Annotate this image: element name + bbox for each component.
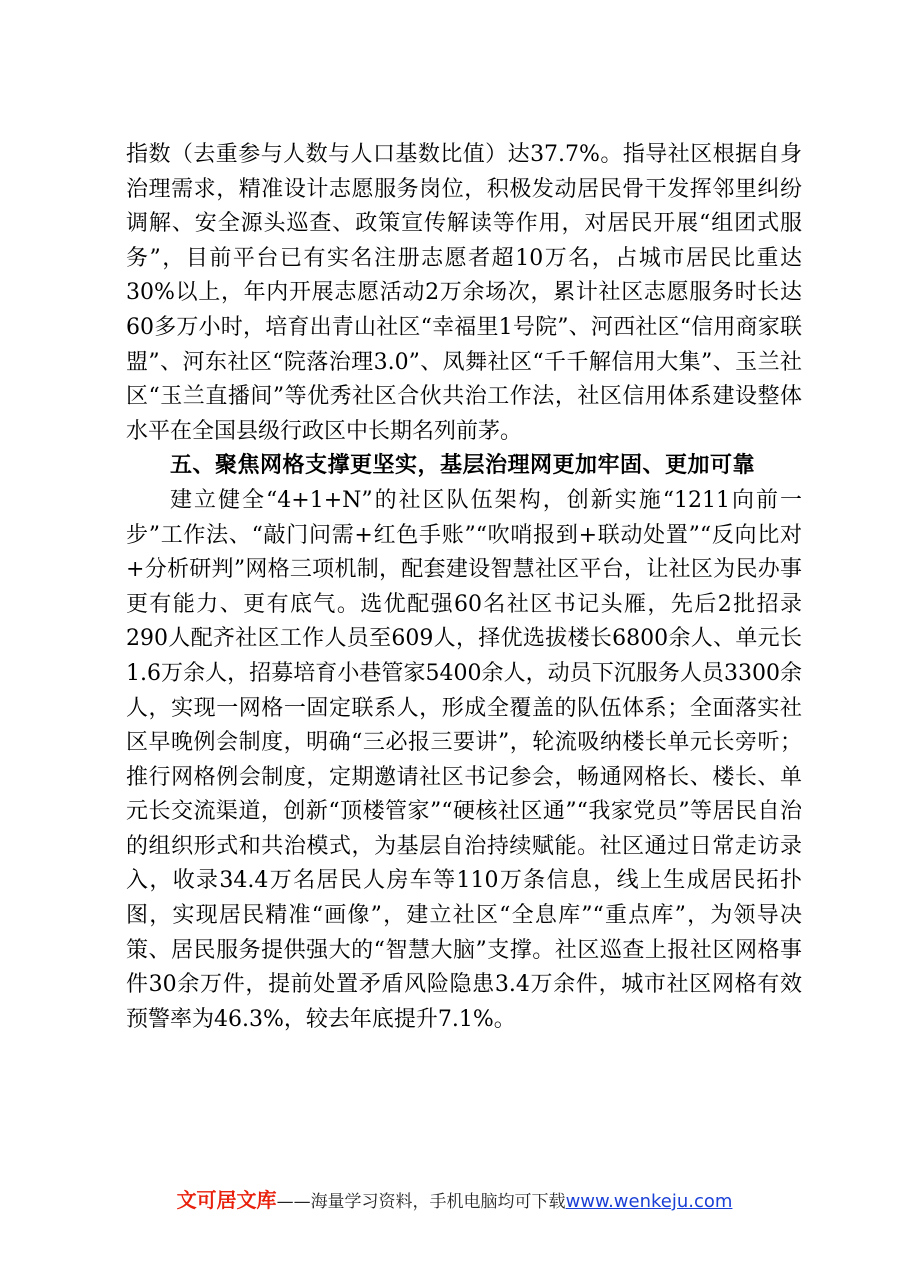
footer-slogan: ——海量学习资料，手机电脑均可下载 <box>276 1192 566 1212</box>
footer-banner <box>0 1184 909 1213</box>
footer-link[interactable]: www.wenkeju.com <box>565 1191 733 1212</box>
document-body <box>126 138 802 1037</box>
body-paragraph-1: 指数（去重参与人数与人口基数比值）达37.7%。指导社区根据自身治理需求，精准设计志愿服务岗位，积极发动居民骨干发挥邻里纠纷调解、安全源头巡查、政策宣传解读等作用，对居民开展“组团式服务”，目前平台已有实名注册志愿者超10万名，占城市居民比重达30%以上，年内开展志愿活动2万余场次，累计社区志愿服务时长达60多万小时，培育出青山社区“幸福里1号院”、河西社区“信用商家联盟”、河东社区“院落治理3.0”、凤舞社区“千千解信用大集”、玉兰社区“玉兰直播间”等优秀社区合伙共治工作法，社区信用体系建设整体水平在全国县级行政区中长期名列前茅。 <box>126 142 802 444</box>
footer-brand: 文可居文库 <box>176 1188 277 1212</box>
body-paragraph-2: 建立健全“4+1+N”的社区队伍架构，创新实施“1211向前一步”工作法、“敲门问需+红色手账”“吹哨报到+联动处置”“反向比对+分析研判”网格三项机制，配套建设智慧社区平台，让社区为民办事更有能力、更有底气。选优配强60名社区书记头雁，先后2批招录290人配齐社区工作人员至609人，择优选拔楼长6800余人、单元长1.6万余人，招募培育小巷管家5400余人，动员下沉服务人员3300余人，实现一网格一固定联系人，形成全覆盖的队伍体系；全面落实社区早晚例会制度，明确“三必报三要讲”，轮流吸纳楼长单元长旁听；推行网格例会制度，定期邀请社区书记参会，畅通网格长、楼长、单元长交流渠道，创新“顶楼管家”“硬核社区通”“我家党员”等居民自治的组织形式和共治模式，为基层自治持续赋能。社区通过日常走访录入，收录34.4万名居民人房车等110万条信息，线上生成居民拓扑图，实现居民精准“画像”，建立社区“全息库”“重点库”，为领导决策、居民服务提供强大的“智慧大脑”支撑。社区巡查上报社区网格事件30余万件，提前处置矛盾风险隐患3.4万余件，城市社区网格有效预警率为46.3%，较去年底提升7.1%。 <box>126 487 802 1032</box>
section-heading-5: 五、聚焦网格支撑更坚实，基层治理网更加牢固、更加可靠 <box>170 453 756 479</box>
